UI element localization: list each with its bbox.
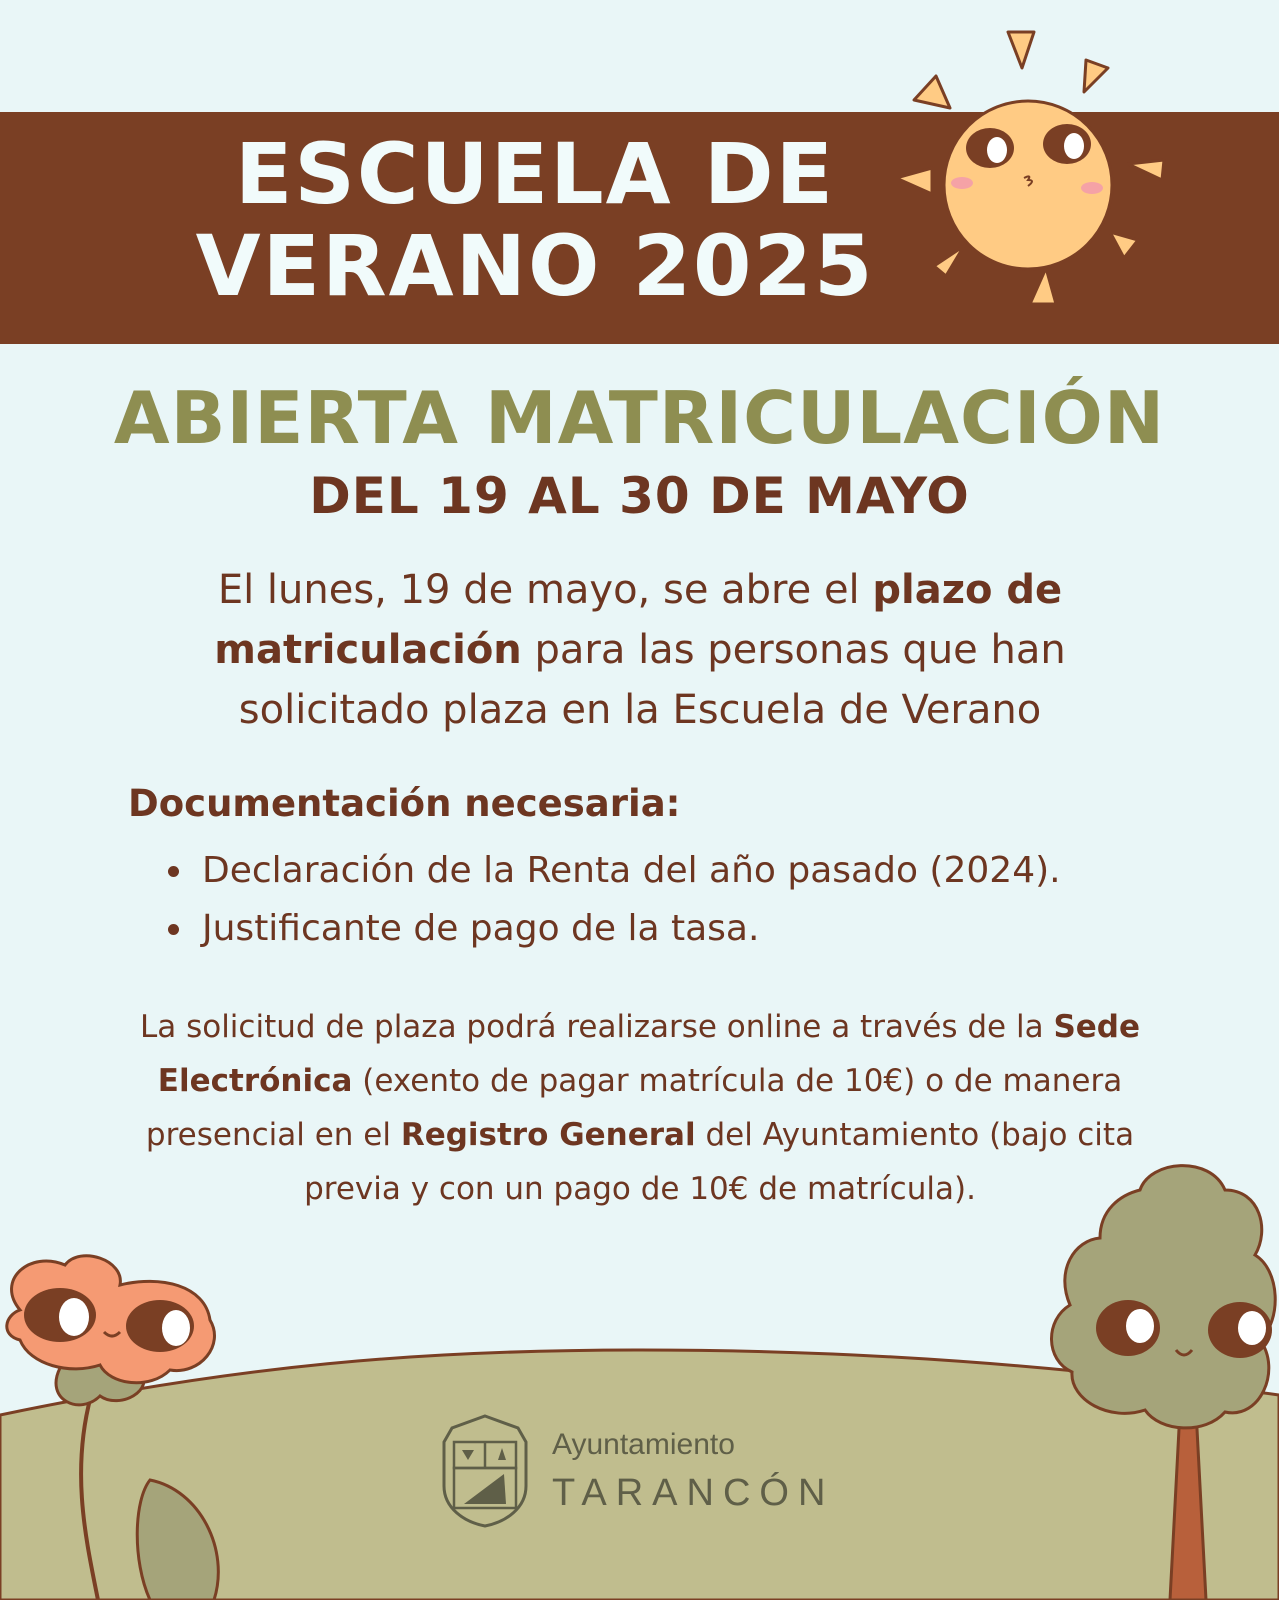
enrollment-dates: DEL 19 AL 30 DE MAYO	[309, 467, 970, 525]
landscape-illustration	[0, 1160, 1279, 1600]
documentation-heading: Documentación necesaria:	[128, 782, 681, 825]
sun-ray-icon	[1030, 268, 1056, 304]
title-line-1: ESCUELA DE	[234, 125, 835, 223]
page-title	[155, 125, 915, 315]
tree-face-icon	[1051, 1166, 1275, 1428]
sun-ray-icon	[1128, 160, 1164, 180]
town-crest-icon	[440, 1412, 530, 1528]
sun-ray-icon	[1008, 32, 1034, 68]
sun-ray-icon	[914, 76, 950, 108]
logo-text-ayuntamiento: Ayuntamiento	[552, 1428, 735, 1461]
logo-text-tarancon: TARANCÓN	[552, 1472, 835, 1514]
documentation-item: Declaración de la Renta del año pasado (2024).	[160, 842, 1061, 900]
application-info-paragraph: La solicitud de plaza podrá realizarse online a través de la Sede Electrónica (exento de pagar matrícula de 10€) o de manera presencial en el Registro General del Ayuntamiento (bajo cita previa y con un pago de 10€ de matrícula).	[139, 1009, 1141, 1207]
sun-ray-icon	[1110, 232, 1138, 258]
intro-paragraph: El lunes, 19 de mayo, se abre el plazo de matriculación para las personas que han solicitado plaza en la Escuela de Verano	[214, 567, 1066, 733]
sun-ray-icon	[900, 168, 932, 194]
sun-illustration	[900, 20, 1200, 320]
documentation-item: Justificante de pago de la tasa.	[160, 900, 1061, 958]
enrollment-open-heading: ABIERTA MATRICULACIÓN	[113, 376, 1166, 460]
sun-ray-icon	[1084, 60, 1108, 92]
documentation-list	[160, 842, 1061, 958]
sun-ray-icon	[934, 246, 964, 276]
title-line-2: VERANO 2025	[195, 217, 875, 315]
